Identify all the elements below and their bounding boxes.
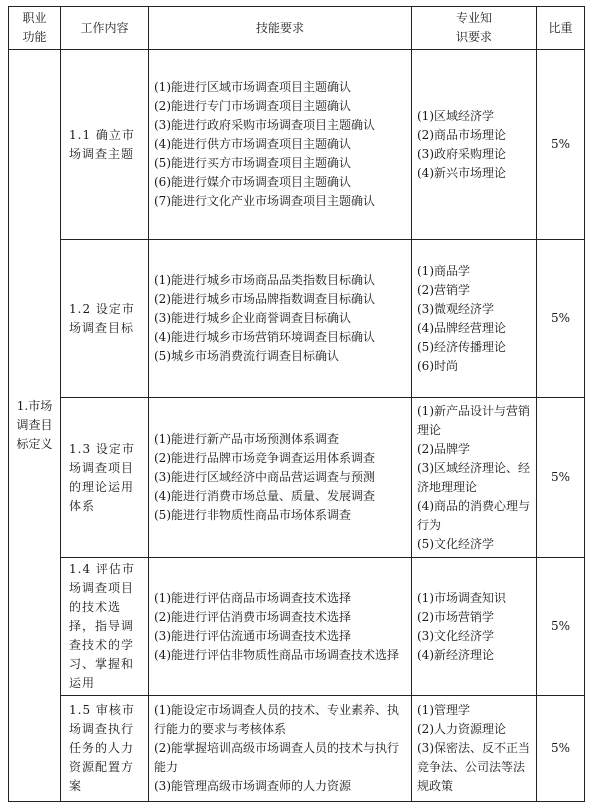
- skill-item: (4)能进行评估非物质性商品市场调查技术选择: [154, 647, 399, 662]
- knowledge-item: (3)保密法、反不正当竞争法、公司法等法规政策: [417, 741, 530, 793]
- skills-cell: [149, 558, 412, 696]
- content-cell: 1.3 设定市场调查项目的理论运用体系: [61, 398, 149, 558]
- table-row: [9, 50, 585, 240]
- content-cell: 1.2 设定市场调查目标: [61, 240, 149, 398]
- knowledge-item: (5)文化经济学: [417, 536, 494, 551]
- header-row: [9, 7, 585, 50]
- knowledge-item: (3)政府采购理论: [417, 146, 506, 161]
- knowledge-item: (2)商品市场理论: [417, 127, 506, 142]
- weight-cell: 5%: [537, 398, 585, 558]
- skill-item: (1)能进行城乡市场商品品类指数目标确认: [154, 273, 375, 287]
- skill-item: (3)能进行政府采购市场调查项目主题确认: [154, 118, 375, 132]
- skill-item: (1)能设定市场调查人员的技术、专业素养、执行能力的要求与考核体系: [154, 703, 399, 736]
- content-cell: 1.5 审核市场调查执行任务的人力资源配置方案: [61, 696, 149, 802]
- skills-cell: [149, 240, 412, 398]
- knowledge-item: (2)品牌学: [417, 441, 470, 456]
- skill-item: (5)能进行非物质性商品市场体系调查: [154, 508, 351, 522]
- skill-item: (4)能进行供方市场调查项目主题确认: [154, 137, 351, 151]
- knowledge-item: (1)管理学: [417, 703, 470, 717]
- knowledge-cell: [412, 696, 537, 802]
- table-row: [9, 696, 585, 802]
- table-row: [9, 398, 585, 558]
- knowledge-item: (2)营销学: [417, 282, 470, 297]
- weight-cell: 5%: [537, 696, 585, 802]
- skill-item: (2)能进行评估消费市场调查技术选择: [154, 609, 351, 624]
- knowledge-cell: [412, 558, 537, 696]
- knowledge-item: (2)市场营销学: [417, 609, 494, 624]
- skill-item: (3)能进行城乡企业商誉调查目标确认: [154, 311, 351, 325]
- skills-cell: [149, 696, 412, 802]
- skill-item: (2)能进行品牌市场竞争调查运用体系调查: [154, 451, 375, 465]
- knowledge-cell: [412, 398, 537, 558]
- header-weight: 比重: [537, 7, 585, 50]
- skill-item: (1)能进行区域市场调查项目主题确认: [154, 80, 351, 94]
- knowledge-item: (3)区域经济理论、经济地理理论: [417, 460, 530, 494]
- header-content: 工作内容: [61, 7, 149, 50]
- knowledge-item: (1)市场调查知识: [417, 590, 506, 605]
- skill-item: (2)能进行专门市场调查项目主题确认: [154, 99, 351, 113]
- knowledge-item: (5)经济传播理论: [417, 339, 506, 354]
- knowledge-item: (3)文化经济学: [417, 628, 494, 643]
- knowledge-item: (1)区域经济学: [417, 108, 494, 123]
- knowledge-item: (1)商品学: [417, 263, 470, 278]
- skills-cell: [149, 50, 412, 240]
- knowledge-cell: [412, 50, 537, 240]
- skill-item: (5)能进行买方市场调查项目主题确认: [154, 156, 351, 170]
- knowledge-item: (4)商品的消费心理与行为: [417, 498, 530, 532]
- weight-cell: 5%: [537, 240, 585, 398]
- function-cell: 1.市场调查目标定义: [9, 50, 61, 802]
- table-row: [9, 240, 585, 398]
- knowledge-item: (4)新经济理论: [417, 647, 494, 662]
- knowledge-item: (1)新产品设计与营销理论: [417, 403, 530, 437]
- skills-table: [8, 6, 585, 802]
- skill-item: (3)能管理高级市场调查师的人力资源: [154, 779, 351, 793]
- knowledge-item: (4)品牌经营理论: [417, 320, 506, 335]
- knowledge-item: (4)新兴市场理论: [417, 165, 506, 180]
- skill-item: (2)能掌握培训高级市场调查人员的技术与执行能力: [154, 741, 399, 774]
- weight-cell: 5%: [537, 50, 585, 240]
- content-cell: 1.4 评估市场调查项目的技术选择，指导调查技术的学习、掌握和运用: [61, 558, 149, 696]
- weight-cell: 5%: [537, 558, 585, 696]
- skill-item: (2)能进行城乡市场品牌指数调查目标确认: [154, 292, 375, 306]
- knowledge-item: (2)人力资源理论: [417, 722, 506, 736]
- knowledge-item: (6)时尚: [417, 358, 458, 373]
- skill-item: (6)能进行媒介市场调查项目主题确认: [154, 175, 351, 189]
- header-function: 职业 功能: [9, 7, 61, 50]
- table-row: [9, 558, 585, 696]
- skill-item: (1)能进行新产品市场预测体系调查: [154, 432, 339, 446]
- content-cell: 1.1 确立市场调查主题: [61, 50, 149, 240]
- skills-cell: [149, 398, 412, 558]
- skill-item: (5)城乡市场消费流行调查目标确认: [154, 349, 339, 363]
- skill-item: (7)能进行文化产业市场调查项目主题确认: [154, 194, 375, 208]
- skill-item: (3)能进行评估流通市场调查技术选择: [154, 628, 351, 643]
- header-skills: 技能要求: [149, 7, 412, 50]
- skill-item: (4)能进行消费市场总量、质量、发展调查: [154, 489, 375, 503]
- header-knowledge: 专业知 识要求: [412, 7, 537, 50]
- skill-item: (1)能进行评估商品市场调查技术选择: [154, 590, 351, 605]
- skill-item: (4)能进行城乡市场营销环境调查目标确认: [154, 330, 375, 344]
- knowledge-cell: [412, 240, 537, 398]
- skill-item: (3)能进行区域经济中商品营运调查与预测: [154, 470, 375, 484]
- knowledge-item: (3)微观经济学: [417, 301, 494, 316]
